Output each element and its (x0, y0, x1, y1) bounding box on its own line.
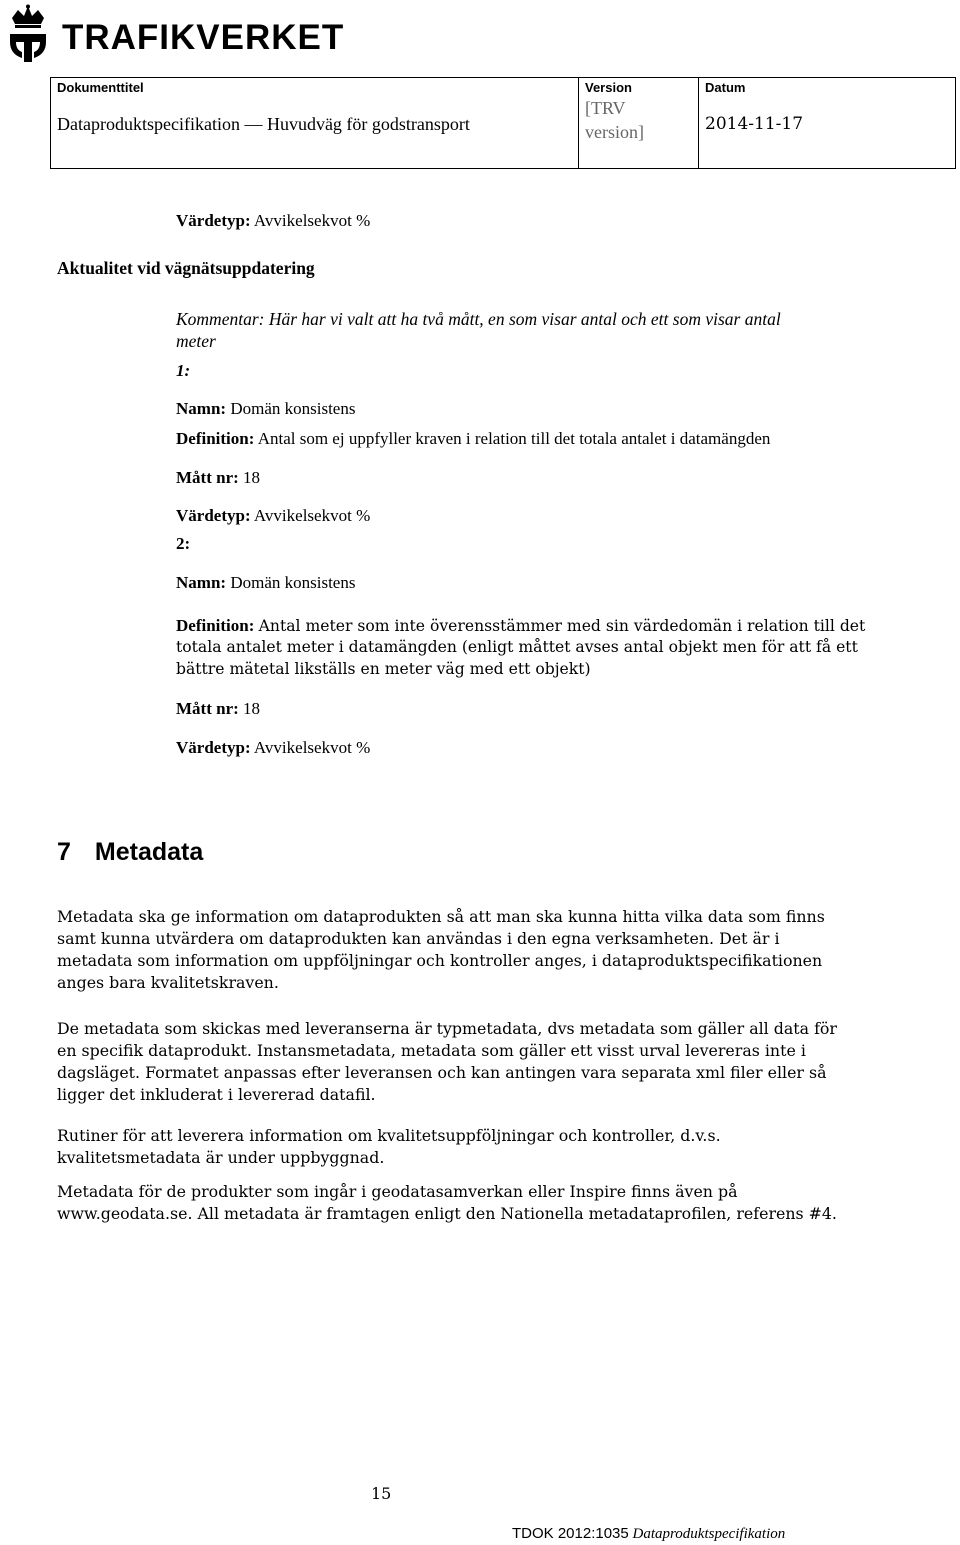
date-label: Datum (705, 80, 746, 95)
item1-def-value: Antal som ej uppfyller kraven i relation till det totala antalet i datamängden (257, 429, 771, 448)
item1-def-label: Definition: (176, 429, 255, 448)
aktualitet-heading: Aktualitet vid vägnätsuppdatering (57, 258, 315, 278)
item2-def-label: Definition: (176, 616, 255, 635)
paragraph-line: dagsläget. Formatet anpassas efter leveransen och kan antingen vara separata xml filer eller så (57, 1063, 827, 1082)
page-number: 15 (371, 1484, 392, 1503)
paragraph-line: De metadata som skickas med leveranserna är typmetadata, dvs metadata som gäller all data för (57, 1019, 837, 1038)
paragraph-line: samt kunna utvärdera om dataprodukten kan användas i den egna verksamheten. Det är i (57, 929, 780, 948)
item2-namn (176, 572, 355, 593)
item1-matt-value: 18 (243, 468, 261, 487)
paragraph-line: kvalitetsmetadata är under uppbyggnad. (57, 1148, 385, 1167)
paragraph-line: Rutiner för att leverera information om kvalitetsuppföljningar och kontroller, d.v.s. (57, 1126, 721, 1145)
item1-namn (176, 398, 355, 419)
item2-matt-label: Mått nr: (176, 699, 239, 718)
item2-namn-value: Domän konsistens (230, 573, 356, 592)
item2-def-line1: Antal meter som inte överensstämmer med sin värdedomän i relation till det (258, 617, 866, 635)
section-heading (57, 838, 203, 867)
metadata-paragraph-4 (57, 1181, 917, 1225)
item1-namn-label: Namn: (176, 399, 227, 418)
item1-label: 1: (176, 361, 191, 380)
item1-matt-label: Mått nr: (176, 468, 239, 487)
date-value: 2014-11-17 (705, 114, 804, 134)
paragraph-line: Metadata ska ge information om dataprodukten så att man ska kunna hitta vilka data som finns (57, 907, 825, 926)
footer-doc-ref (512, 1523, 785, 1545)
trafikverket-logo (4, 4, 345, 64)
item1-matt (176, 467, 260, 488)
doc-title-value: Dataproduktspecifikation — Huvudväg för godstransport (57, 114, 470, 134)
item2-def-line2: totala antalet meter i datamängden (enligt måttet avses antal objekt men för att få ett (176, 638, 858, 656)
paragraph-line: ligger det inkluderat i levererad datafil. (57, 1085, 376, 1104)
item1-namn-value: Domän konsistens (230, 399, 356, 418)
paragraph-line: anges bara kvalitetskraven. (57, 973, 279, 992)
item1-vardetyp (176, 505, 370, 526)
item1-vardetyp-value: Avvikelsekvot % (253, 506, 371, 525)
vardetyp-top-label: Värdetyp: (176, 211, 251, 230)
section-title: Metadata (94, 838, 204, 866)
metadata-paragraph-1 (57, 906, 917, 994)
paragraph-line: Metadata för de produkter som ingår i geodatasamverkan eller Inspire finns även på (57, 1182, 738, 1201)
item2-matt-value: 18 (243, 699, 261, 718)
version-label: Version (585, 80, 632, 95)
version-value (585, 96, 644, 144)
footer-doc-id: TDOK 2012:1035 (512, 1525, 629, 1542)
doc-title-cell (51, 78, 578, 168)
kommentar-line2: meter (176, 331, 216, 351)
paragraph-line: www.geodata.se. All metadata är framtagen enligt den Nationella metadataprofilen, referens #4. (57, 1204, 837, 1223)
metadata-paragraph-3 (57, 1125, 917, 1169)
item2-definition-line1 (176, 615, 865, 637)
item1-vardetyp-label: Värdetyp: (176, 506, 251, 525)
crown-icon (4, 4, 52, 64)
version-cell (578, 78, 699, 168)
item2-vardetyp-value: Avvikelsekvot % (253, 738, 371, 757)
paragraph-line: en specifik dataprodukt. Instansmetadata, metadata som gäller ett visst urval levereras inte i (57, 1041, 806, 1060)
item2-matt (176, 698, 260, 719)
metadata-paragraph-2 (57, 1018, 917, 1106)
item2-namn-label: Namn: (176, 573, 227, 592)
version-value-line1: [TRV (585, 98, 626, 118)
paragraph-line: metadata som information om uppföljningar och kontroller anges, i dataproduktspecifikationen (57, 951, 823, 970)
item2-label: 2: (176, 534, 191, 553)
item2-vardetyp (176, 737, 370, 758)
item2-def-line3: bättre mätetal likställs en meter väg med ett objekt) (176, 660, 591, 678)
section-number: 7 (57, 838, 71, 866)
kommentar-line1: Kommentar: Här har vi valt att ha två mått, en som visar antal och ett som visar antal (176, 309, 781, 329)
footer-doc-title: Dataproduktspecifikation (632, 1526, 786, 1542)
item1-definition (176, 428, 770, 449)
document-header-table (50, 77, 956, 169)
item2-vardetyp-label: Värdetyp: (176, 738, 251, 757)
logo-wordmark: TRAFIKVERKET (62, 18, 345, 57)
vardetyp-top-value: Avvikelsekvot % (253, 211, 371, 230)
vardetyp-top (176, 210, 370, 231)
date-cell (698, 78, 955, 168)
doc-title-label: Dokumenttitel (57, 80, 144, 95)
version-value-line2: version] (585, 122, 644, 142)
